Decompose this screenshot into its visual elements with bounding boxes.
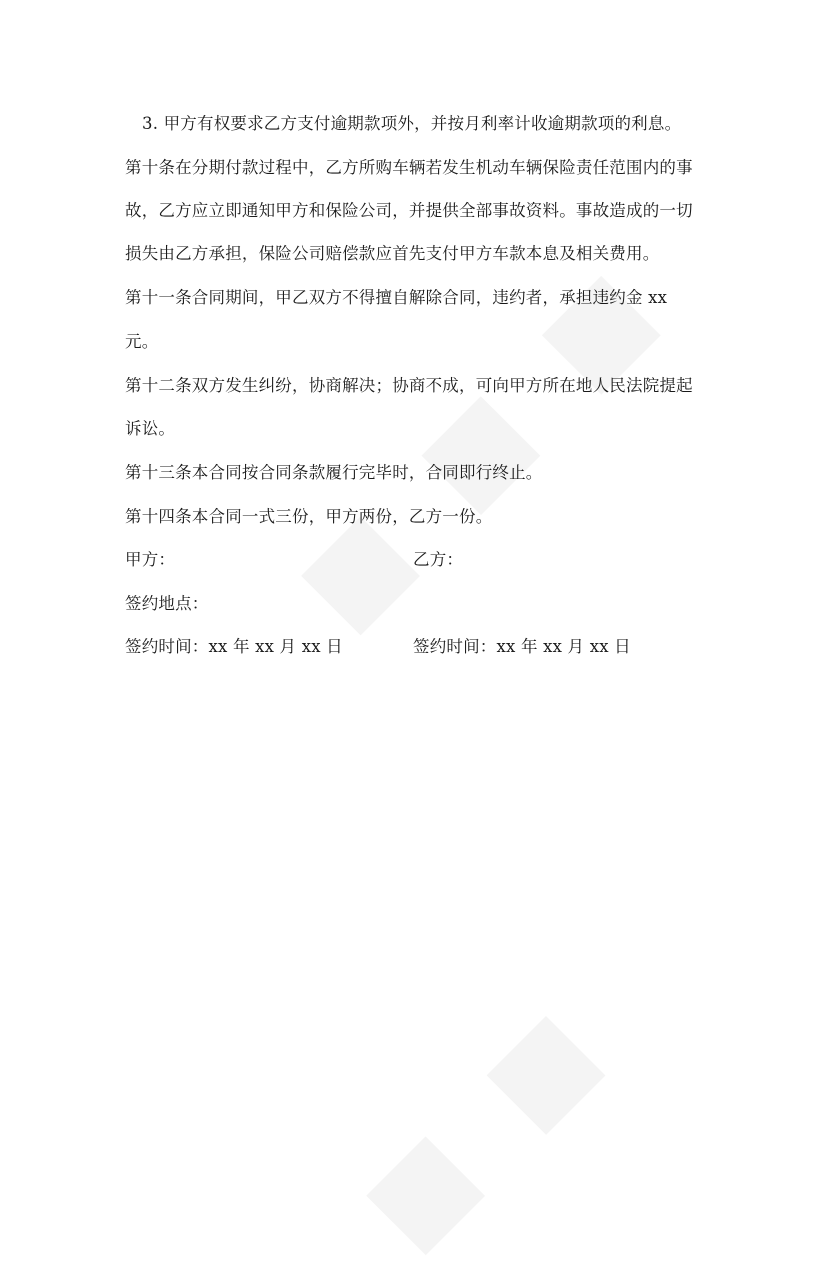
clause-14: 第十四条本合同一式三份，甲方两份，乙方一份。 bbox=[125, 507, 493, 526]
party-a-signing-time: 签约时间：xx 年 xx 月 xx 日 bbox=[125, 637, 343, 656]
party-b-signing-time: 签约时间：xx 年 xx 月 xx 日 bbox=[413, 637, 631, 656]
clause-12-line-1: 第十二条双方发生纠纷，协商解决；协商不成，可向甲方所在地人民法院提起 bbox=[125, 376, 693, 395]
signing-location-label: 签约地点： bbox=[125, 594, 209, 613]
clause-11-line-2: 元。 bbox=[125, 332, 159, 351]
clause-13: 第十三条本合同按合同条款履行完毕时，合同即行终止。 bbox=[125, 463, 543, 482]
clause-3-interest: 3. 甲方有权要求乙方支付逾期款项外，并按月利率计收逾期款项的利息。 bbox=[142, 114, 682, 133]
clause-10-line-2: 故，乙方应立即通知甲方和保险公司，并提供全部事故资料。事故造成的一切 bbox=[125, 201, 693, 220]
party-a-label: 甲方： bbox=[125, 550, 176, 569]
watermark bbox=[337, 977, 631, 1271]
party-b-label: 乙方： bbox=[413, 550, 464, 569]
clause-12-line-2: 诉讼。 bbox=[125, 419, 176, 438]
clause-10-line-1: 第十条在分期付款过程中，乙方所购车辆若发生机动车辆保险责任范围内的事 bbox=[125, 158, 693, 177]
clause-11-line-1: 第十一条合同期间，甲乙双方不得擅自解除合同，违约者，承担违约金 xx bbox=[125, 288, 668, 307]
clause-10-line-3: 损失由乙方承担，保险公司赔偿款应首先支付甲方车款本息及相关费用。 bbox=[125, 244, 660, 263]
